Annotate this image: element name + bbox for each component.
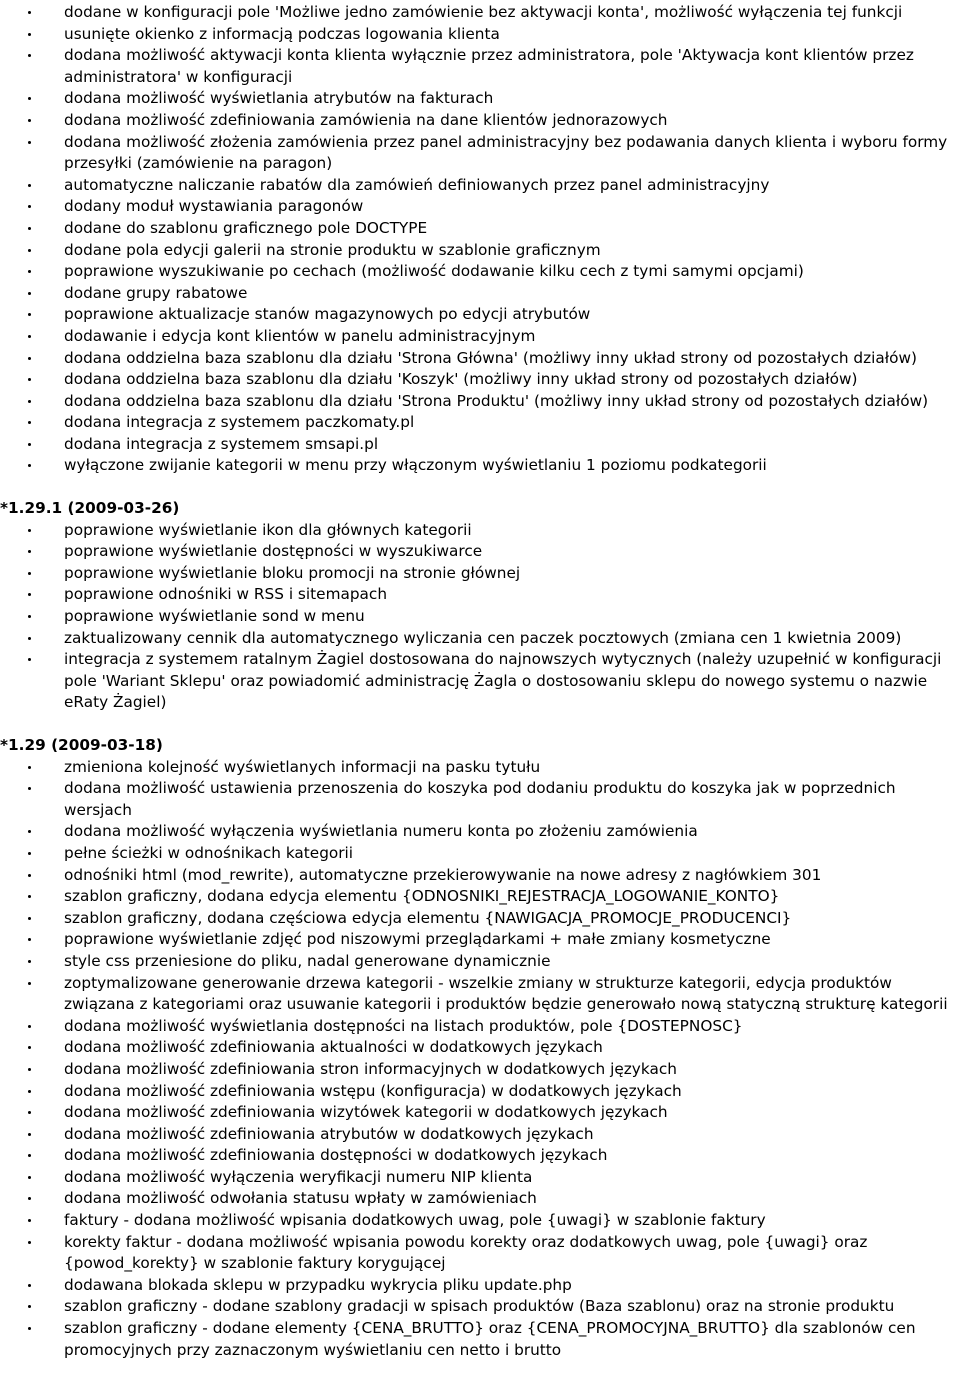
changelog-item-text: wyłączone zwijanie kategorii w menu przy włączonym wyświetlaniu 1 poziomu podkategorii — [64, 456, 767, 475]
changelog-section — [0, 714, 960, 1361]
changelog-item-text: poprawione wyszukiwanie po cechach (możliwość dodawanie kilku cech z tymi samymi opcjami) — [64, 262, 804, 281]
changelog-item-text: szablon graficzny, dodana edycja elementu {ODNOSNIKI_REJESTRACJA_LOGOWANIE_KONTO} — [64, 887, 780, 906]
changelog-item — [0, 110, 960, 132]
changelog-item — [0, 1318, 960, 1361]
changelog-item-text: dodana możliwość wyłączenia wyświetlania numeru konta po złożeniu zamówienia — [64, 822, 698, 841]
changelog-item — [0, 1037, 960, 1059]
bullet-icon — [28, 97, 31, 100]
changelog-item-text: odnośniki html (mod_rewrite), automatyczne przekierowywanie na nowe adresy z nagłówkiem 301 — [64, 865, 822, 884]
changelog-item — [0, 240, 960, 262]
changelog-item-text: automatyczne naliczanie rabatów dla zamówień definiowanych przez panel administracyjny — [64, 175, 770, 194]
bullet-icon — [28, 1154, 31, 1157]
changelog-item — [0, 821, 960, 843]
bullet-icon — [28, 11, 31, 14]
bullet-icon — [28, 960, 31, 963]
bullet-icon — [28, 443, 31, 446]
changelog-item — [0, 628, 960, 650]
changelog-item-text: dodana możliwość zdefiniowania dostępności w dodatkowych językach — [64, 1146, 608, 1165]
bullet-icon — [28, 357, 31, 360]
changelog-item — [0, 951, 960, 973]
changelog-item-text: dodawana blokada sklepu w przypadku wykrycia pliku update.php — [64, 1275, 572, 1294]
changelog-item-text: zaktualizowany cennik dla automatycznego wyliczania cen paczek pocztowych (zmiana cen 1 kwietnia 2009) — [64, 628, 902, 647]
changelog-list — [0, 2, 960, 477]
changelog-item — [0, 1167, 960, 1189]
bullet-icon — [28, 1284, 31, 1287]
bullet-icon — [28, 637, 31, 640]
changelog-item — [0, 369, 960, 391]
changelog-item — [0, 520, 960, 542]
bullet-icon — [28, 982, 31, 985]
changelog-item-text: poprawione wyświetlanie bloku promocji na stronie głównej — [64, 563, 521, 582]
bullet-icon — [28, 766, 31, 769]
changelog-item — [0, 778, 960, 821]
bullet-icon — [28, 378, 31, 381]
changelog-item-text: dodana integracja z systemem smsapi.pl — [64, 434, 379, 453]
changelog-item — [0, 563, 960, 585]
changelog-item — [0, 649, 960, 714]
bullet-icon — [28, 1111, 31, 1114]
changelog-item — [0, 1188, 960, 1210]
changelog-item — [0, 24, 960, 46]
changelog-item-text: dodana możliwość zdefiniowania aktualności w dodatkowych językach — [64, 1038, 603, 1057]
bullet-icon — [28, 1046, 31, 1049]
changelog-item — [0, 196, 960, 218]
bullet-icon — [28, 917, 31, 920]
bullet-icon — [28, 1327, 31, 1330]
changelog-item — [0, 326, 960, 348]
bullet-icon — [28, 830, 31, 833]
changelog-item-text: dodana możliwość zdefiniowania zamówienia na dane klientów jednorazowych — [64, 110, 668, 129]
changelog-item-text: poprawione wyświetlanie dostępności w wyszukiwarce — [64, 542, 483, 561]
bullet-icon — [28, 1068, 31, 1071]
changelog-item — [0, 455, 960, 477]
changelog-item — [0, 261, 960, 283]
changelog-item-text: dodana możliwość ustawienia przenoszenia do koszyka pod dodaniu produktu do koszyka jak w poprzednich wersjach — [64, 779, 896, 819]
bullet-icon — [28, 1025, 31, 1028]
changelog-item — [0, 304, 960, 326]
changelog-item-text: dodana możliwość wyłączenia weryfikacji numeru NIP klienta — [64, 1167, 533, 1186]
bullet-icon — [28, 335, 31, 338]
changelog-item — [0, 45, 960, 88]
changelog-item-text: dodawanie i edycja kont klientów w panelu administracyjnym — [64, 326, 536, 345]
changelog-item-text: korekty faktur - dodana możliwość wpisania powodu korekty oraz dodatkowych uwag, pole {uwagi} oraz {powod_korekty} w szablonie faktury korygującej — [64, 1232, 868, 1273]
changelog-item — [0, 2, 960, 24]
version-heading: *1.29 (2009-03-18) — [0, 736, 163, 754]
changelog-item — [0, 606, 960, 628]
changelog-item-text: dodana możliwość złożenia zamówienia przez panel administracyjny bez podawania danych klienta i wyboru formy przesyłki (zamówienie na paragon) — [64, 132, 948, 173]
changelog-item-text: style css przeniesione do pliku, nadal generowane dynamicznie — [64, 951, 551, 970]
changelog-item-text: dodane grupy rabatowe — [64, 283, 248, 302]
changelog-item — [0, 391, 960, 413]
section-spacer — [0, 477, 960, 498]
section-spacer — [0, 714, 960, 735]
changelog-item — [0, 1210, 960, 1232]
changelog-item — [0, 1102, 960, 1124]
changelog-list — [0, 757, 960, 1362]
changelog-item — [0, 929, 960, 951]
changelog-item — [0, 218, 960, 240]
bullet-icon — [28, 1090, 31, 1093]
changelog-item — [0, 843, 960, 865]
changelog-item — [0, 175, 960, 197]
changelog-item — [0, 757, 960, 779]
changelog-item — [0, 584, 960, 606]
changelog-item-text: dodana możliwość aktywacji konta klienta wyłącznie przez administratora, pole 'Aktywacja kont klientów przez administratora' w konfiguracji — [64, 46, 914, 86]
changelog-item-text: poprawione odnośniki w RSS i sitemapach — [64, 585, 388, 604]
bullet-icon — [28, 33, 31, 36]
bullet-icon — [28, 895, 31, 898]
bullet-icon — [28, 572, 31, 575]
changelog-item-text: dodana możliwość zdefiniowania wstępu (konfiguracja) w dodatkowych językach — [64, 1081, 682, 1100]
changelog-item — [0, 88, 960, 110]
changelog-list — [0, 520, 960, 714]
changelog-item-text: szablon graficzny - dodane elementy {CENA_BRUTTO} oraz {CENA_PROMOCYJNA_BRUTTO} dla szablonów cen promocyjnych przy zaznaczonym wyświetlaniu cen netto i brutto — [64, 1319, 916, 1359]
changelog-item-text: dodana możliwość zdefiniowania wizytówek kategorii w dodatkowych językach — [64, 1103, 668, 1122]
changelog-item-text: poprawione wyświetlanie ikon dla głównych kategorii — [64, 520, 472, 539]
changelog-item — [0, 908, 960, 930]
bullet-icon — [28, 292, 31, 295]
bullet-icon — [28, 874, 31, 877]
changelog-item — [0, 1124, 960, 1146]
changelog-item-text: dodana możliwość zdefiniowania atrybutów w dodatkowych językach — [64, 1124, 594, 1143]
changelog-item-text: dodana oddzielna baza szablonu dla działu 'Strona Produktu' (możliwy inny układ strony od pozostałych działów) — [64, 391, 929, 410]
bullet-icon — [28, 54, 31, 57]
changelog-item-text: integracja z systemem ratalnym Żagiel dostosowana do najnowszych wytycznych (należy uzupełnić w konfiguracji pole 'Wariant Sklepu' oraz powiadomić administrację Żagla o dostosowaniu sklepu do nowego systemu o nazwie eRaty Żagiel) — [64, 650, 942, 712]
version-heading: *1.29.1 (2009-03-26) — [0, 499, 180, 518]
changelog-item-text: poprawione wyświetlanie zdjęć pod niszowymi przeglądarkami + małe zmiany kosmetyczne — [64, 930, 771, 949]
changelog-item-text: dodany moduł wystawiania paragonów — [64, 197, 364, 216]
changelog-item-text: dodana integracja z systemem paczkomaty.pl — [64, 413, 415, 432]
bullet-icon — [28, 658, 31, 661]
bullet-icon — [28, 615, 31, 618]
changelog-item-text: dodana możliwość odwołania statusu wpłaty w zamówieniach — [64, 1189, 537, 1208]
bullet-icon — [28, 938, 31, 941]
changelog-item — [0, 1016, 960, 1038]
changelog-item — [0, 434, 960, 456]
bullet-icon — [28, 313, 31, 316]
bullet-icon — [28, 529, 31, 532]
bullet-icon — [28, 1305, 31, 1308]
changelog-item — [0, 865, 960, 887]
changelog-item-text: szablon graficzny, dodana częściowa edycja elementu {NAWIGACJA_PROMOCJE_PRODUCENCI} — [64, 908, 792, 927]
changelog-item-text: zmieniona kolejność wyświetlanych informacji na pasku tytułu — [64, 757, 541, 776]
changelog-item — [0, 541, 960, 563]
changelog-item-text: szablon graficzny - dodane szablony gradacji w spisach produktów (Baza szablonu) oraz na stronie produktu — [64, 1297, 895, 1316]
bullet-icon — [28, 227, 31, 230]
changelog-item-text: poprawione aktualizacje stanów magazynowych po edycji atrybutów — [64, 305, 591, 324]
changelog-item-text: faktury - dodana możliwość wpisania dodatkowych uwag, pole {uwagi} w szablonie faktury — [64, 1211, 766, 1230]
changelog-item-text: dodane do szablonu graficznego pole DOCTYPE — [64, 218, 428, 237]
changelog-item-text: dodana oddzielna baza szablonu dla działu 'Koszyk' (możliwy inny układ strony od pozostałych działów) — [64, 370, 858, 389]
changelog-item — [0, 132, 960, 175]
changelog-item-text: usunięte okienko z informacją podczas logowania klienta — [64, 24, 500, 43]
bullet-icon — [28, 550, 31, 553]
bullet-icon — [28, 141, 31, 144]
changelog-item-text: dodane pola edycji galerii na stronie produktu w szablonie graficznym — [64, 240, 601, 259]
changelog-item — [0, 1081, 960, 1103]
bullet-icon — [28, 421, 31, 424]
changelog-item — [0, 973, 960, 1016]
changelog-section — [0, 477, 960, 714]
changelog-item — [0, 886, 960, 908]
changelog-item-text: dodana możliwość zdefiniowania stron informacyjnych w dodatkowych językach — [64, 1059, 677, 1078]
bullet-icon — [28, 787, 31, 790]
changelog-item — [0, 1232, 960, 1275]
bullet-icon — [28, 400, 31, 403]
bullet-icon — [28, 184, 31, 187]
bullet-icon — [28, 249, 31, 252]
bullet-icon — [28, 852, 31, 855]
changelog-item — [0, 283, 960, 305]
bullet-icon — [28, 464, 31, 467]
changelog-item — [0, 1059, 960, 1081]
changelog-item — [0, 412, 960, 434]
changelog-item-text: dodana możliwość wyświetlania dostępności na listach produktów, pole {DOSTEPNOSC} — [64, 1016, 743, 1035]
bullet-icon — [28, 1176, 31, 1179]
changelog-item — [0, 1145, 960, 1167]
bullet-icon — [28, 270, 31, 273]
changelog-item-text: poprawione wyświetlanie sond w menu — [64, 607, 365, 626]
changelog-item — [0, 348, 960, 370]
changelog-item-text: pełne ścieżki w odnośnikach kategorii — [64, 843, 354, 862]
changelog-item — [0, 1296, 960, 1318]
changelog-item-text: dodana możliwość wyświetlania atrybutów na fakturach — [64, 89, 494, 108]
changelog-item — [0, 1275, 960, 1297]
changelog-item-text: zoptymalizowane generowanie drzewa kategorii - wszelkie zmiany w strukturze kategorii, edycja produktów związana z kategoriami oraz usuwanie kategorii i produktów będzie generowało nową statyczną strukturę kategorii — [64, 973, 948, 1014]
bullet-icon — [28, 119, 31, 122]
bullet-icon — [28, 1197, 31, 1200]
bullet-icon — [28, 205, 31, 208]
changelog-section — [0, 2, 960, 477]
bullet-icon — [28, 1219, 31, 1222]
bullet-icon — [28, 1133, 31, 1136]
bullet-icon — [28, 593, 31, 596]
changelog-item-text: dodane w konfiguracji pole 'Możliwe jedno zamówienie bez aktywacji konta', możliwość wyłączenia tej funkcji — [64, 3, 903, 21]
bullet-icon — [28, 1241, 31, 1244]
changelog-item-text: dodana oddzielna baza szablonu dla działu 'Strona Główna' (możliwy inny układ strony od pozostałych działów) — [64, 348, 917, 367]
